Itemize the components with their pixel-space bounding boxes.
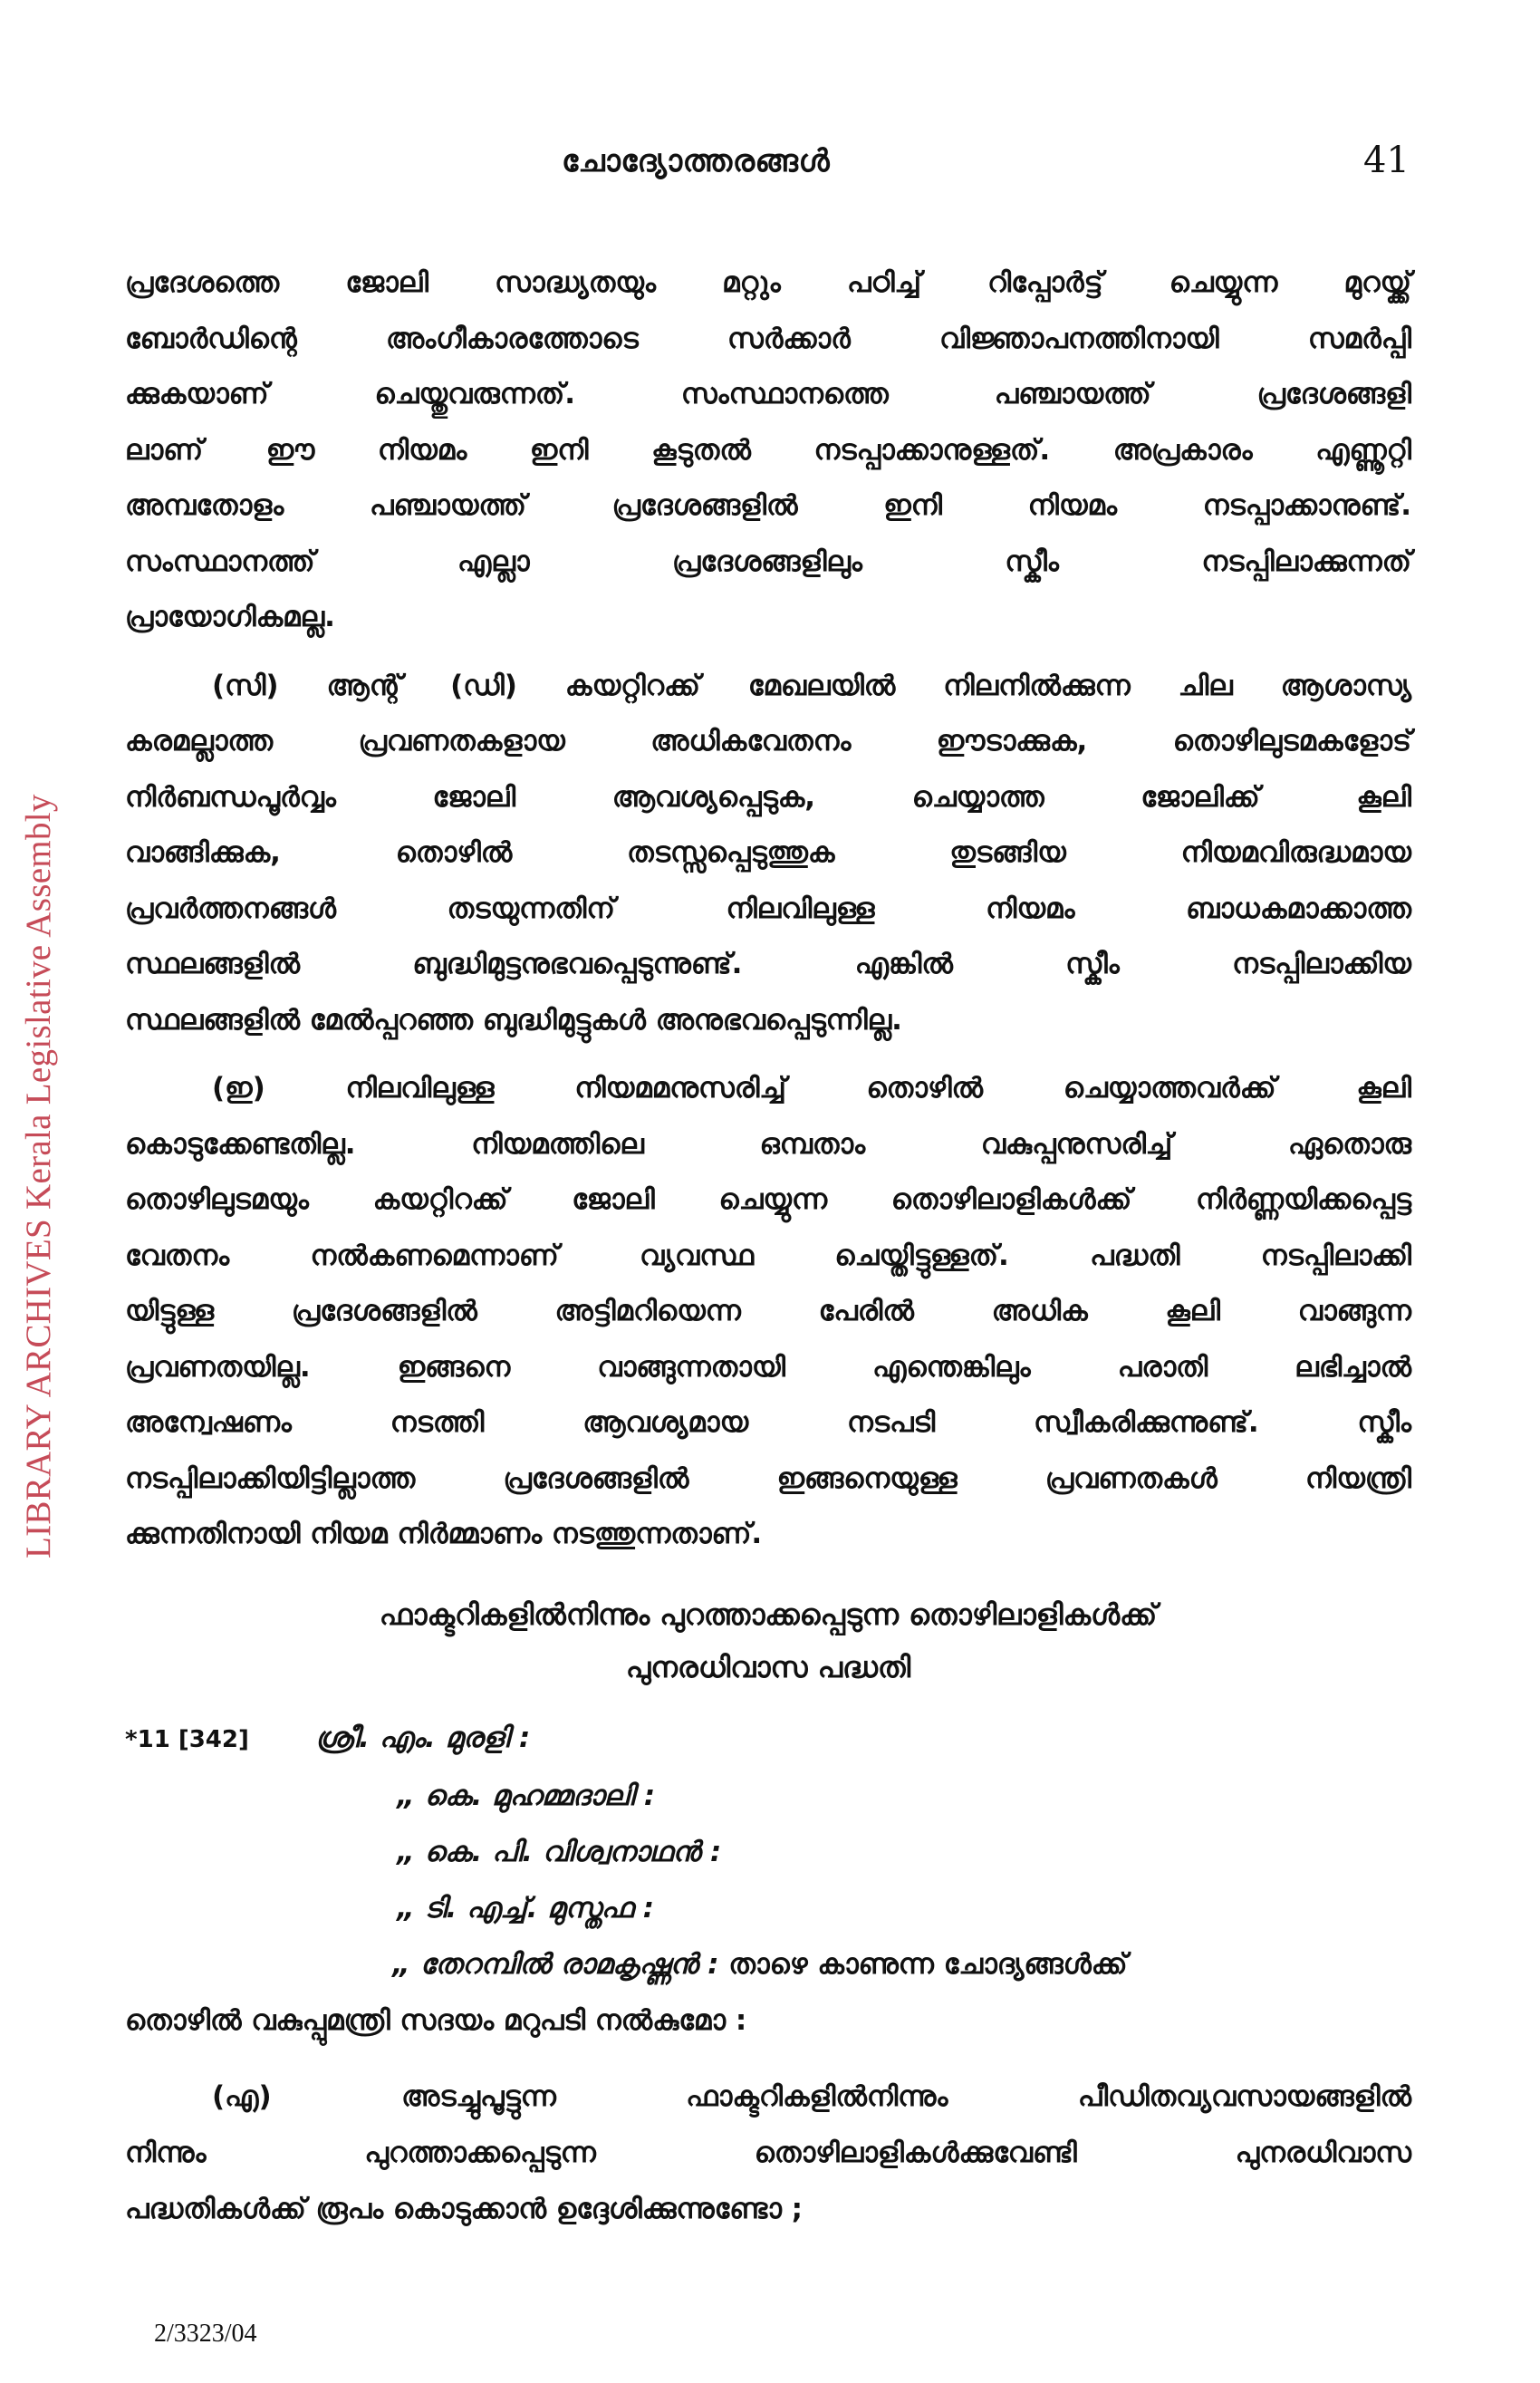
text-line: ലാണ് ഈ നിയമം ഇനി കൂടുതൽ നടപ്പാക്കാനുള്ളത്. അപ്രകാരം എണ്ണൂറ്റി xyxy=(125,433,1411,467)
text-line: വേതനം നൽകണമെന്നാണ് വ്യവസ്ഥ ചെയ്തിട്ടുള്ളത്. പദ്ധതി നടപ്പിലാക്കി xyxy=(125,1239,1411,1272)
question-header xyxy=(125,1710,1411,1768)
text-line: നിർബന്ധപൂർവ്വം ജോലി ആവശ്യപ്പെടുക, ചെയ്യാത്ത ജോലിക്ക് കൂലി xyxy=(125,780,1411,814)
member-name: „ തേറമ്പിൽ രാമകൃഷ്ണൻ : xyxy=(392,1947,719,1981)
footer-code: 2/3323/04 xyxy=(154,2320,257,2348)
text-line: കരമല്ലാത്ത പ്രവണതകളായ അധികവേതനം ഈടാക്കുക, തൊഴിലുടമകളോട് xyxy=(125,725,1411,757)
page-body xyxy=(125,256,1411,2237)
page-number: 41 xyxy=(1363,140,1410,181)
question-intro-line xyxy=(125,1936,1411,1992)
section-heading-line-2: പുനരധിവാസ പദ്ധതി xyxy=(625,1649,911,1684)
section-heading-line-1: ഫാക്ടറികളിൽനിന്നും പുറത്താക്കപ്പെടുന്ന തൊഴിലാളികൾക്ക് xyxy=(379,1597,1158,1632)
section-heading xyxy=(125,1588,1411,1693)
member-name: „ ടി. എച്ച്. മുസ്തഫ : xyxy=(397,1891,655,1925)
question-number: *11 [342] xyxy=(125,1725,249,1753)
member-name: „ കെ. മുഹമ്മദാലി : xyxy=(397,1779,656,1812)
text-line: വാങ്ങിക്കുക, തൊഴിൽ തടസ്സപ്പെടുത്തുക തുടങ്ങിയ നിയമവിരുദ്ധമായ xyxy=(125,836,1411,869)
paragraph-3 xyxy=(125,1061,1411,1563)
text-line: ക്കുകയാണ് ചെയ്തുവരുന്നത്. സംസ്ഥാനത്തെ പഞ്ചായത്ത് പ്രദേശങ്ങളി xyxy=(125,378,1411,410)
paragraph-2 xyxy=(125,659,1411,1049)
text-line: അന്വേഷണം നടത്തി ആവശ്യമായ നടപടി സ്വീകരിക്കുന്നുണ്ട്. സ്കീം xyxy=(125,1406,1411,1439)
question-part-a-line: (എ) അടച്ചുപൂട്ടുന്ന ഫാക്ടറികളിൽനിന്നും പീഡിതവ്യവസായങ്ങളിൽ xyxy=(212,2079,1411,2113)
text-line: നടപ്പിലാക്കിയിട്ടില്ലാത്ത പ്രദേശങ്ങളിൽ ഇങ്ങനെയുള്ള പ്രവണതകൾ നിയന്ത്രി xyxy=(125,1462,1411,1495)
question-part-a-line: പദ്ധതികൾക്ക് രൂപം കൊടുക്കാൻ ഉദ്ദേശിക്കുന്നുണ്ടോ ; xyxy=(125,2192,804,2225)
paragraph-1 xyxy=(125,256,1411,646)
text-line: (ഇ) നിലവിലുള്ള നിയമമനുസരിച്ച് തൊഴിൽ ചെയ്യാത്തവർക്ക് കൂലി xyxy=(212,1072,1411,1105)
question-intro-line-2: തൊഴിൽ വകുപ്പുമന്ത്രി സദയം മറുപടി നൽകുമോ : xyxy=(125,2003,747,2037)
text-line: തൊഴിലുടമയും കയറ്റിറക്ക് ജോലി ചെയ്യുന്ന തൊഴിലാളികൾക്ക് നിർണ്ണയിക്കപ്പെട്ട xyxy=(125,1183,1411,1216)
member-name: „ കെ. പി. വിശ്വനാഥൻ : xyxy=(397,1835,722,1868)
text-line: സ്ഥലങ്ങളിൽ ബുദ്ധിമുട്ടനുഭവപ്പെടുന്നുണ്ട്. എങ്കിൽ സ്കീം നടപ്പിലാക്കിയ xyxy=(125,948,1411,980)
text-line: സ്ഥലങ്ങളിൽ മേൽപ്പറഞ്ഞ ബുദ്ധിമുട്ടുകൾ അനുഭവപ്പെടുന്നില്ല. xyxy=(125,1003,902,1037)
question-part-a-line: നിന്നും പുറത്താക്കപ്പെടുന്ന തൊഴിലാളികൾക്കുവേണ്ടി പുനരധിവാസ xyxy=(125,2136,1411,2169)
page-header xyxy=(0,140,1540,198)
text-line: പ്രവർത്തനങ്ങൾ തടയുന്നതിന് നിലവിലുള്ള നിയമം ബാധകമാക്കാത്ത xyxy=(125,892,1411,925)
text-line: (സി) ആന്റ് (ഡി) കയറ്റിറക്ക് മേഖലയിൽ നിലനിൽക്കുന്ന ചില ആശാസ്യ xyxy=(212,669,1411,702)
text-line: ക്കുന്നതിനായി നിയമ നിർമ്മാണം നടത്തുന്നതാണ്. xyxy=(125,1518,763,1550)
text-line: പ്രവണതയില്ല. ഇങ്ങനെ വാങ്ങുന്നതായി എന്തെങ്കിലും പരാതി ലഭിച്ചാൽ xyxy=(125,1350,1411,1384)
question-block xyxy=(125,1710,1411,2237)
text-line: പ്രദേശത്തെ ജോലി സാദ്ധ്യതയും മറ്റും പഠിച്ച് റിപ്പോർട്ട് ചെയ്യുന്ന മുറയ്ക്ക് xyxy=(125,266,1411,299)
text-line: കൊടുക്കേണ്ടതില്ല. നിയമത്തിലെ ഒമ്പതാം വകുപ്പനുസരിച്ച് ഏതൊരു xyxy=(125,1127,1411,1161)
member-name: ശ്രീ. എം. മുരളി : xyxy=(315,1721,531,1754)
question-intro-text: താഴെ കാണുന്ന ചോദ്യങ്ങൾക്ക് xyxy=(728,1947,1128,1981)
text-line: പ്രായോഗികമല്ല. xyxy=(125,601,335,633)
text-line: സംസ്ഥാനത്ത് എല്ലാ പ്രദേശങ്ങളിലും സ്കീം നടപ്പിലാക്കുന്നത് xyxy=(125,545,1411,578)
text-line: ബോർഡിന്റെ അംഗീകാരത്തോടെ സർക്കാർ വിജ്ഞാപനത്തിനായി സമർപ്പി xyxy=(125,322,1411,355)
text-line: യിട്ടുള്ള പ്രദേശങ്ങളിൽ അട്ടിമറിയെന്ന പേരിൽ അധിക കൂലി വാങ്ങുന്ന xyxy=(125,1295,1411,1327)
archive-stamp: LIBRARY ARCHIVES Kerala Legislative Assembly xyxy=(19,794,58,1558)
text-line: അമ്പതോളം പഞ്ചായത്ത് പ്രദേശങ്ങളിൽ ഇനി നിയമം നടപ്പാക്കാനുണ്ട്. xyxy=(125,489,1411,522)
running-title: ചോദ്യോത്തരങ്ങൾ xyxy=(562,143,831,179)
